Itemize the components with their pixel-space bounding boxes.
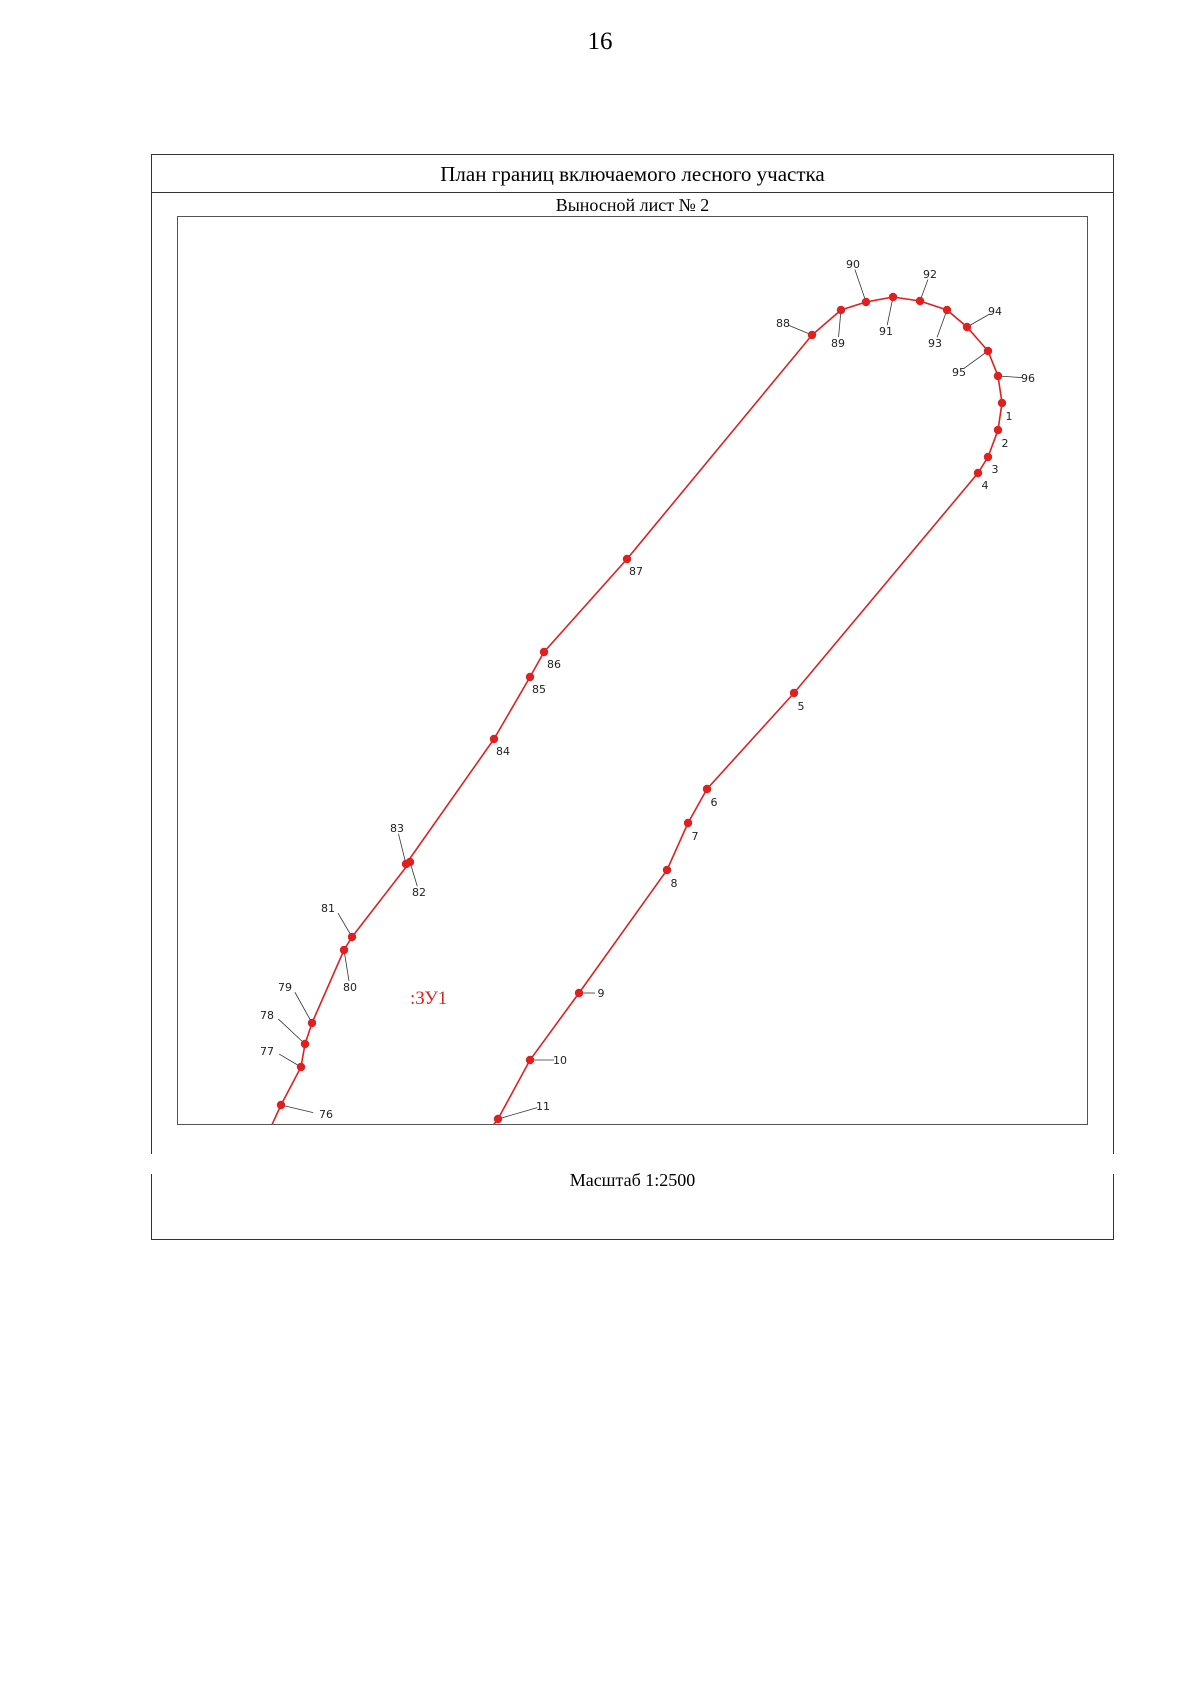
point-label-95: 95 xyxy=(952,366,966,379)
zone-label: :ЗУ1 xyxy=(410,988,448,1009)
plan-frame xyxy=(151,154,1114,1240)
leader-line-93 xyxy=(937,310,947,337)
point-label-5: 5 xyxy=(797,700,805,713)
leader-line-95 xyxy=(964,351,988,368)
plan-title: План границ включаемого лесного участка xyxy=(152,155,1113,193)
boundary-point-88 xyxy=(808,331,816,339)
boundary-point-81 xyxy=(348,933,356,941)
leader-line-76 xyxy=(281,1105,313,1113)
point-label-94: 94 xyxy=(988,305,1002,318)
boundary-point-89 xyxy=(837,306,845,314)
scale-label: Масштаб 1:2500 xyxy=(569,1170,696,1190)
boundary-point-7 xyxy=(684,819,692,827)
boundary-point-8 xyxy=(663,866,671,874)
boundary-point-10 xyxy=(526,1056,534,1064)
boundary-point-4 xyxy=(974,469,982,477)
point-label-91: 91 xyxy=(879,325,893,338)
boundary-point-94 xyxy=(963,323,971,331)
boundary-point-78 xyxy=(301,1040,309,1048)
boundary-point-90 xyxy=(862,298,870,306)
leader-line-78 xyxy=(278,1019,305,1044)
boundary-point-3 xyxy=(984,453,992,461)
boundary-point-96 xyxy=(994,372,1002,380)
boundary-point-1 xyxy=(998,399,1006,407)
leader-line-91 xyxy=(887,297,893,325)
point-label-89: 89 xyxy=(831,337,845,350)
point-label-80: 80 xyxy=(343,981,357,994)
boundary-point-9 xyxy=(575,989,583,997)
point-label-1: 1 xyxy=(1005,410,1013,423)
boundary-point-95 xyxy=(984,347,992,355)
boundary-point-92 xyxy=(916,297,924,305)
boundary-point-84 xyxy=(490,735,498,743)
page-number: 16 xyxy=(587,28,613,55)
boundary-point-93 xyxy=(943,306,951,314)
boundary-point-85 xyxy=(526,673,534,681)
point-label-78: 78 xyxy=(260,1009,274,1022)
boundary-point-5 xyxy=(790,689,798,697)
boundary-point-11 xyxy=(494,1115,502,1123)
leader-line-83 xyxy=(398,834,406,864)
leader-line-80 xyxy=(344,950,349,981)
point-label-96: 96 xyxy=(1021,372,1035,385)
boundary-point-76 xyxy=(277,1101,285,1109)
point-label-79: 79 xyxy=(278,981,292,994)
boundary-point-87 xyxy=(623,555,631,563)
point-label-76: 76 xyxy=(319,1108,333,1121)
boundary-point-82 xyxy=(406,858,414,866)
point-label-92: 92 xyxy=(923,268,937,281)
point-label-82: 82 xyxy=(412,886,426,899)
point-label-87: 87 xyxy=(629,565,643,578)
map-area xyxy=(177,216,1088,1125)
boundary-point-79 xyxy=(308,1019,316,1027)
point-label-3: 3 xyxy=(991,463,999,476)
boundary-point-80 xyxy=(340,946,348,954)
point-label-93: 93 xyxy=(928,337,942,350)
boundary-point-6 xyxy=(703,785,711,793)
boundary-map xyxy=(178,217,1088,1125)
boundary-point-91 xyxy=(889,293,897,301)
sheet-subtitle: Выносной лист № 2 xyxy=(555,195,710,215)
point-label-83: 83 xyxy=(390,822,404,835)
point-label-84: 84 xyxy=(496,745,510,758)
point-label-90: 90 xyxy=(846,258,860,271)
leader-line-90 xyxy=(855,270,866,302)
boundary-point-86 xyxy=(540,648,548,656)
point-label-2: 2 xyxy=(1001,437,1009,450)
point-label-8: 8 xyxy=(670,877,678,890)
leader-line-79 xyxy=(295,992,312,1023)
point-label-10: 10 xyxy=(553,1054,567,1067)
point-label-11: 11 xyxy=(536,1100,550,1113)
point-label-81: 81 xyxy=(321,902,335,915)
point-label-4: 4 xyxy=(981,479,989,492)
point-label-88: 88 xyxy=(776,317,790,330)
point-label-9: 9 xyxy=(597,987,605,1000)
point-label-7: 7 xyxy=(691,830,699,843)
boundary-point-2 xyxy=(994,426,1002,434)
boundary-line xyxy=(270,297,1002,1125)
point-label-6: 6 xyxy=(710,796,718,809)
point-label-85: 85 xyxy=(532,683,546,696)
boundary-point-77 xyxy=(297,1063,305,1071)
point-label-86: 86 xyxy=(547,658,561,671)
point-label-77: 77 xyxy=(260,1045,274,1058)
